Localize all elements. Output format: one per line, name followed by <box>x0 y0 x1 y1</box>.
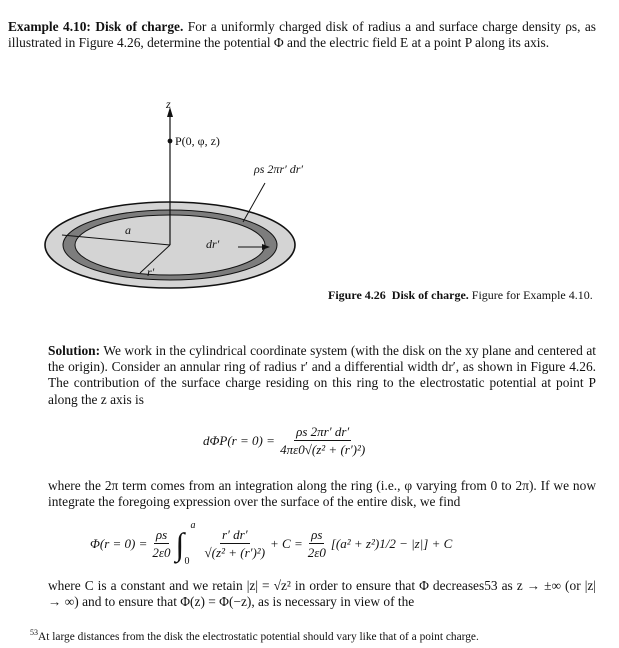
radius-r-label: r′ <box>147 265 155 279</box>
equation-2 <box>90 522 452 566</box>
caption-text: Figure for Example 4.10. <box>471 288 593 302</box>
footnote <box>30 628 610 643</box>
example-label: Example 4.10: <box>8 19 91 34</box>
dr-label: dr′ <box>206 237 220 251</box>
solution-paragraph-3 <box>48 578 596 610</box>
ring-charge-label: ρs 2πr′ dr′ <box>254 162 304 176</box>
solution-text-3: where C is a constant and we retain |z| = √z² in order to ensure that Φ decreases53 as z → ±∞ (or |z| → ∞) and to ensure that Φ(z) = Φ(−z), as is necessary in view of the <box>48 578 596 610</box>
eq1-lhs: dΦP(r = 0) = <box>203 433 275 448</box>
example-title: Disk of charge. <box>95 19 184 34</box>
solution-paragraph-2 <box>48 478 596 510</box>
eq2-frac1-numerator: ρs <box>155 527 168 542</box>
z-axis-label: z <box>166 97 171 111</box>
footnote-mark: 53 <box>30 628 38 637</box>
figure-caption <box>328 288 598 303</box>
eq2-frac3-numerator: ρs <box>311 527 323 542</box>
solution-text-2: where the 2π term comes from an integration along the ring (i.e., φ varying from 0 to 2π). If we now integrate the foregoing expression over the surface of the entire disk, we find <box>48 478 596 510</box>
footnote-text: At large distances from the disk the electrostatic potential should vary like that of a point charge. <box>38 630 479 643</box>
eq2-rhs: [(a² + z²)1/2 − |z|] + C <box>330 536 453 551</box>
eq2-frac2-denominator: √(z² + (r′)²) <box>204 545 266 560</box>
eq1-numerator: ρs 2πr′ dr′ <box>296 424 350 439</box>
eq2-fraction-3 <box>306 526 328 562</box>
integral-upper: a <box>190 520 196 531</box>
eq2-frac2-numerator: r′ dr′ <box>222 527 248 542</box>
example-paragraph <box>8 19 596 51</box>
integral-sign-icon: ∫ <box>175 526 185 562</box>
eq2-frac1-denominator: 2ε0 <box>152 545 171 560</box>
eq1-denominator: 4πε0√(z² + (r′)²) <box>280 442 366 457</box>
eq2-frac3-denominator: 2ε0 <box>307 545 326 560</box>
eq2-mid: + C = <box>270 536 303 551</box>
solution-paragraph-1 <box>48 343 596 408</box>
disk-figure <box>40 95 340 295</box>
equation-1 <box>203 423 367 459</box>
solution-label: Solution: <box>48 343 101 358</box>
eq2-lhs: Φ(r = 0) = <box>90 536 148 551</box>
point-p-label: P(0, φ, z) <box>175 134 220 148</box>
radius-a-label: a <box>125 223 131 237</box>
eq2-fraction-2 <box>203 526 267 562</box>
point-p-dot <box>168 139 173 144</box>
caption-label: Figure 4.26 <box>328 288 386 302</box>
integral <box>176 522 200 566</box>
solution-text-1: We work in the cylindrical coordinate system (with the disk on the xy plane and centered at the origin). Consider an annular ring of radius r′ and a differential width dr′, as shown in Figure 4.26. The contribution of the surface charge residing on this ring to the electrostatic potential at point P along the z axis is <box>48 343 597 407</box>
integral-lower: 0 <box>184 556 190 567</box>
example-text: For a uniformly charged disk of radius a and surface charge density ρs, as illustrated in Figure 4.26, determine the potential Φ and the electric field E at a point P along its axis. <box>8 19 596 51</box>
caption-title: Disk of charge. <box>391 288 469 302</box>
eq2-fraction-1 <box>150 526 172 562</box>
eq1-fraction <box>278 423 367 459</box>
